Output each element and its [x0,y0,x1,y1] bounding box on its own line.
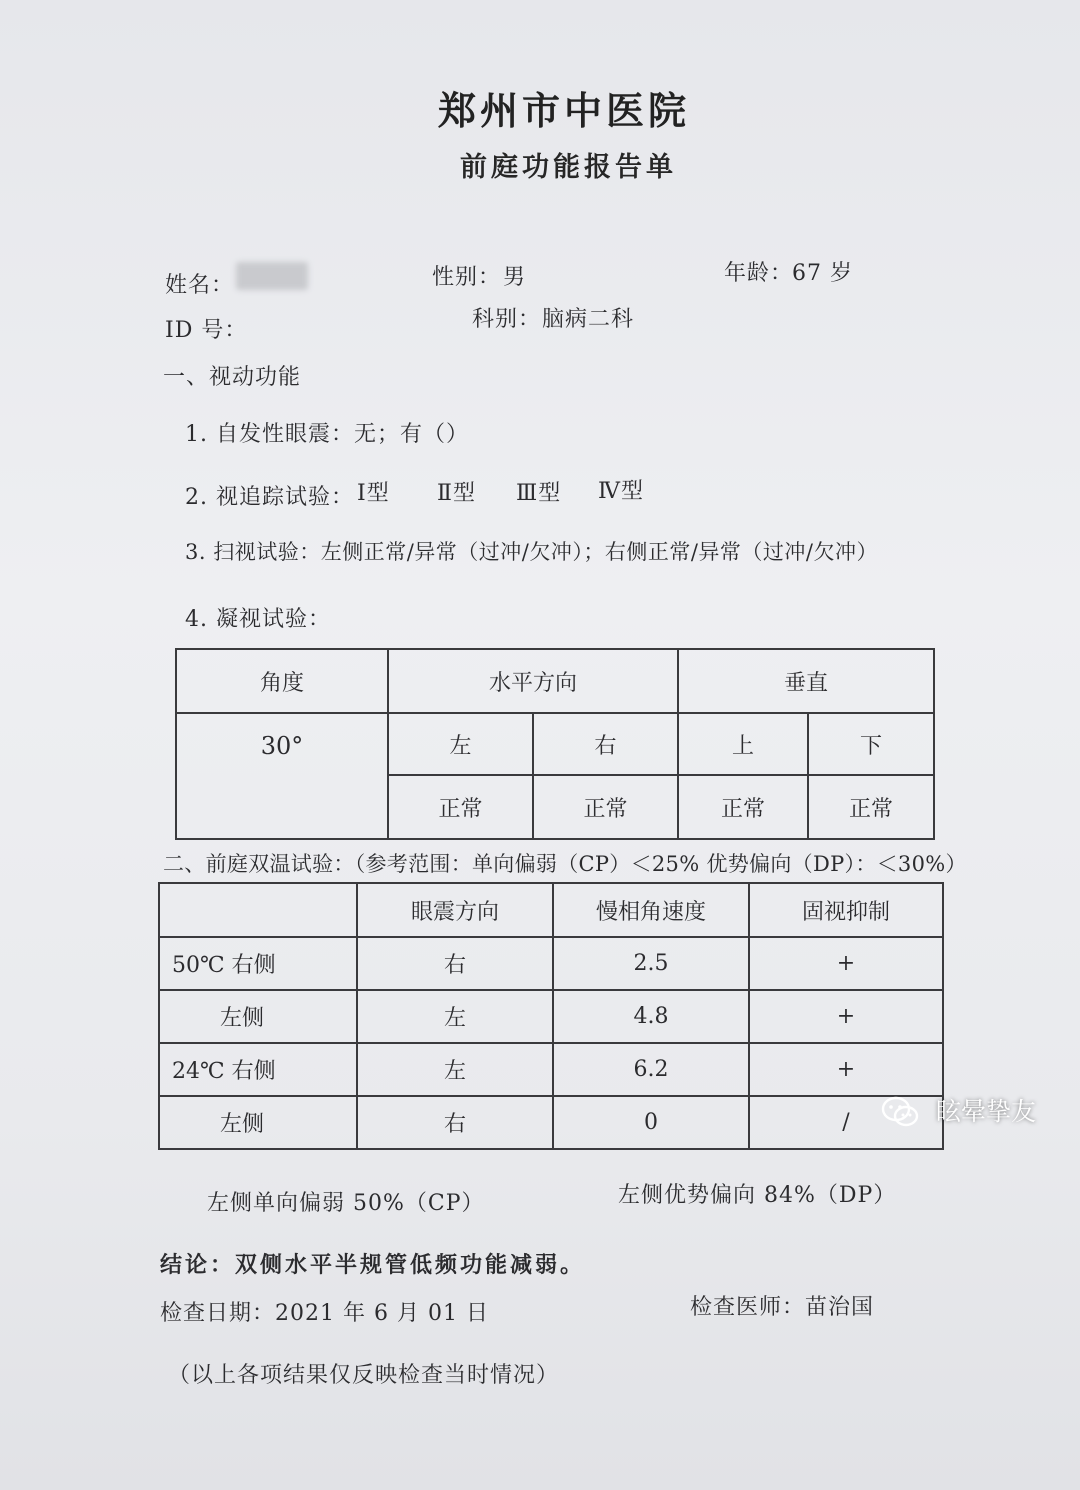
caloric-row-direction: 右 [357,937,553,990]
caloric-row-condition: 24℃ 右侧 [159,1043,357,1096]
caloric-row-direction: 右 [357,1096,553,1149]
horizontal-header: 水平方向 [388,649,678,713]
caloric-test-table [158,882,944,1150]
wechat-icon [880,1092,920,1132]
result-down: 正常 [808,775,934,839]
result-left: 正常 [388,775,533,839]
id-label: ID 号： [165,318,248,343]
gender-value: 男 [503,265,527,290]
caloric-row-condition: 50℃ 右侧 [159,937,357,990]
caloric-row-fixation: + [749,1043,943,1096]
age-value: 67 岁 [792,261,853,286]
caloric-header-blank [159,883,357,937]
name-label: 姓名： [165,273,235,298]
age-label: 年龄： [724,261,794,286]
caloric-row-fixation: + [749,990,943,1043]
dept-label: 科别： [472,307,542,332]
angle-header: 角度 [176,649,388,713]
gaze-test-label: 4. 凝视试验： [185,607,331,632]
caloric-row-condition: 左侧 [159,1096,357,1149]
cp-result: 左侧单向偏弱 50%（CP） [207,1191,485,1216]
conclusion: 结论：双侧水平半规管低频功能减弱。 [160,1252,586,1278]
watermark-text: 眩晕挚友 [936,1097,1037,1126]
report-title: 前庭功能报告单 [460,152,677,183]
result-up: 正常 [678,775,808,839]
pursuit-type-4: Ⅳ型 [598,479,644,504]
caloric-row-direction: 左 [357,990,553,1043]
caloric-row-velocity: 0 [553,1096,749,1149]
pursuit-test-label: 2. 视追踪试验： [185,485,354,510]
angle-value: 30° [176,713,388,839]
caloric-row-velocity: 6.2 [553,1043,749,1096]
pursuit-type-2: Ⅱ型 [437,481,476,506]
exam-date: 检查日期：2021 年 6 月 01 日 [160,1301,489,1326]
direction-left: 左 [388,713,533,775]
result-right: 正常 [533,775,678,839]
gaze-test-table [175,648,935,840]
caloric-row-velocity: 2.5 [553,937,749,990]
spontaneous-nystagmus: 1. 自发性眼震：无；有（） [185,422,469,447]
caloric-row-direction: 左 [357,1043,553,1096]
direction-right: 右 [533,713,678,775]
saccade-test: 3. 扫视试验：左侧正常/异常（过冲/欠冲）；右侧正常/异常（过冲/欠冲） [185,540,879,564]
caloric-row-condition: 左侧 [159,990,357,1043]
dp-result: 左侧优势偏向 84%（DP） [618,1183,897,1208]
section1-heading: 一、视动功能 [163,365,302,390]
redacted-name [236,262,308,290]
gender-label: 性别： [432,265,502,290]
disclaimer: （以上各项结果仅反映检查当时情况） [168,1363,560,1388]
pursuit-type-3: Ⅲ型 [516,481,562,506]
hospital-name: 郑州市中医院 [438,88,691,133]
caloric-header-fixation: 固视抑制 [749,883,943,937]
pursuit-type-1: Ⅰ型 [357,481,390,506]
direction-up: 上 [678,713,808,775]
direction-down: 下 [808,713,934,775]
section2-heading: 二、前庭双温试验：（参考范围：单向偏弱（CP）＜25% 优势偏向（DP）：＜30%） [163,852,967,876]
caloric-row-fixation: / [749,1096,943,1149]
examining-doctor: 检查医师：苗治国 [690,1295,875,1320]
caloric-row-velocity: 4.8 [553,990,749,1043]
vertical-header: 垂直 [678,649,934,713]
dept-value: 脑病二科 [542,307,635,332]
caloric-row-fixation: + [749,937,943,990]
caloric-header-velocity: 慢相角速度 [553,883,749,937]
caloric-header-direction: 眼震方向 [357,883,553,937]
